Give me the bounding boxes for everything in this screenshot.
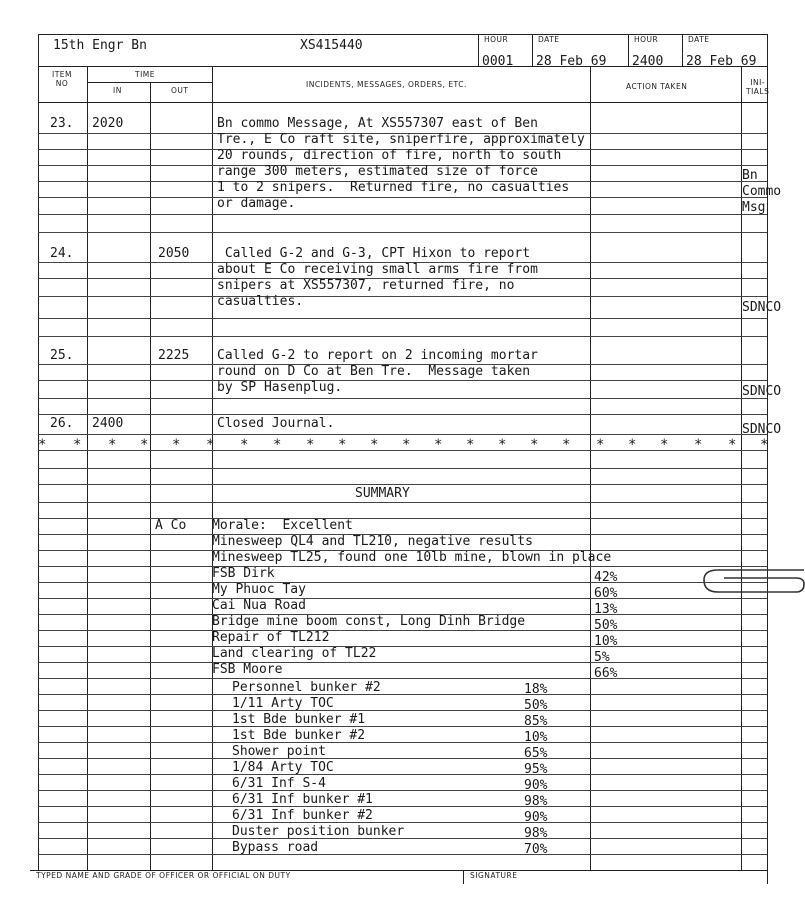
- ruled-line: [38, 774, 767, 775]
- summary-sub-item: Bypass road: [232, 840, 319, 855]
- ruled-line: [38, 790, 767, 791]
- hour2-box-left: [628, 34, 629, 66]
- summary-sub-item: Personnel bunker #2: [232, 680, 381, 695]
- separator-star: *: [338, 437, 347, 453]
- incidents-header: INCIDENTS, MESSAGES, ORDERS, ETC.: [306, 80, 467, 89]
- ruled-line: [38, 822, 767, 823]
- entry-text-line: Closed Journal.: [217, 416, 335, 431]
- summary-sub-percent: 10%: [524, 730, 548, 745]
- ruled-line: [38, 742, 767, 743]
- separator-star: *: [660, 437, 669, 453]
- ruled-line: [38, 710, 767, 711]
- separator-star: *: [402, 437, 411, 453]
- time-subheader-line: [87, 82, 212, 83]
- entry-time-out: 2225: [158, 348, 190, 363]
- ruled-line: [38, 484, 767, 485]
- entry-text-line: snipers at XS557307, returned fire, no: [217, 278, 515, 293]
- summary-sub-percent: 90%: [524, 778, 548, 793]
- entry-text-line: Called G-2 to report on 2 incoming mortar: [217, 348, 538, 363]
- entry-time-out: 2050: [158, 246, 190, 261]
- summary-sub-item: 1/11 Arty TOC: [232, 696, 334, 711]
- ruled-line: [38, 502, 767, 503]
- separator-star: *: [628, 437, 637, 453]
- separator-star: *: [172, 437, 181, 453]
- entry-text-line: range 300 meters, estimated size of force: [217, 164, 538, 179]
- summary-line: Morale: Excellent: [212, 518, 353, 533]
- from-hour: 0001: [482, 54, 514, 69]
- ruled-line: [38, 854, 767, 855]
- separator-star: *: [38, 437, 47, 453]
- signature-label: SIGNATURE: [470, 871, 518, 880]
- summary-line: Repair of TL212: [212, 630, 330, 645]
- entry-initials: Msg: [742, 200, 766, 215]
- ruled-line: [38, 296, 767, 297]
- entry-text-line: Bn commo Message, At XS557307 east of Ben: [217, 116, 538, 131]
- ruled-line: [38, 726, 767, 727]
- entry-item-no: 24.: [50, 246, 74, 261]
- ruled-line: [38, 758, 767, 759]
- to-date-label: DATE: [688, 35, 710, 44]
- summary-line: Minesweep QL4 and TL210, negative results: [212, 534, 533, 549]
- out-header: OUT: [171, 86, 189, 95]
- separator-star: *: [760, 437, 769, 453]
- summary-sub-percent: 90%: [524, 810, 548, 825]
- ruled-line: [38, 197, 767, 198]
- separator-star: *: [206, 437, 215, 453]
- entry-text-line: Called G-2 and G-3, CPT Hixon to report: [217, 246, 531, 261]
- ruled-line: [38, 398, 767, 399]
- summary-sub-percent: 98%: [524, 826, 548, 841]
- ruled-line: [38, 694, 767, 695]
- in-header: IN: [113, 86, 122, 95]
- summary-percent: 50%: [594, 618, 618, 633]
- summary-line: FSB Moore: [212, 662, 283, 677]
- entry-text-line: 20 rounds, direction of fire, north to south: [217, 148, 562, 163]
- date2-box-left: [682, 34, 683, 66]
- summary-percent: 42%: [594, 570, 618, 585]
- column-header-divider: [38, 102, 767, 103]
- ruled-line: [38, 582, 767, 583]
- summary-sub-item: Shower point: [232, 744, 326, 759]
- ruled-line: [38, 566, 767, 567]
- paperclip-icon: [700, 560, 805, 600]
- separator-star: *: [434, 437, 443, 453]
- summary-percent: 5%: [594, 650, 610, 665]
- summary-percent: 13%: [594, 602, 618, 617]
- entry-text-line: casualties.: [217, 294, 304, 309]
- entry-text-line: 1 to 2 snipers. Returned fire, no casualties: [217, 180, 570, 195]
- officer-label: TYPED NAME AND GRADE OF OFFICER OR OFFICIAL ON DUTY: [36, 871, 291, 880]
- in-out-col-line: [150, 82, 151, 870]
- from-date: 28 Feb 69: [536, 54, 607, 69]
- ruled-line: [38, 468, 767, 469]
- separator-star: *: [306, 437, 315, 453]
- time-header: TIME: [135, 70, 156, 79]
- ruled-line: [38, 678, 767, 679]
- entry-text-line: by SP Hasenplug.: [217, 380, 343, 395]
- summary-sub-item: 1st Bde bunker #1: [232, 712, 366, 727]
- initials-header: INI- TIALS: [746, 78, 770, 96]
- summary-sub-item: 6/31 Inf bunker #2: [232, 808, 373, 823]
- separator-star: *: [596, 437, 605, 453]
- separator-star: *: [466, 437, 475, 453]
- summary-line: FSB Dirk: [212, 566, 275, 581]
- summary-sub-percent: 50%: [524, 698, 548, 713]
- entry-text-line: or damage.: [217, 196, 296, 211]
- separator-star: *: [273, 437, 282, 453]
- entry-item-no: 26.: [50, 416, 74, 431]
- action-header: ACTION TAKEN: [626, 82, 688, 91]
- summary-percent: 10%: [594, 634, 618, 649]
- separator-star: *: [728, 437, 737, 453]
- from-date-label: DATE: [538, 35, 560, 44]
- ruled-line: [38, 646, 767, 647]
- to-hour-label: HOUR: [634, 35, 659, 44]
- entry-initials: SDNCO: [742, 422, 782, 437]
- summary-sub-percent: 85%: [524, 714, 548, 729]
- summary-sub-item: 6/31 Inf S-4: [232, 776, 326, 791]
- right-border: [767, 34, 768, 884]
- summary-line: My Phuoc Tay: [212, 582, 306, 597]
- entry-initials: SDNCO: [742, 384, 782, 399]
- item-no-header: ITEM NO: [52, 70, 73, 88]
- entry-initials: SDNCO: [742, 300, 782, 315]
- summary-line: Minesweep TL25, found one 10lb mine, blown in place: [212, 550, 612, 565]
- ruled-line: [38, 232, 767, 233]
- ruled-line: [38, 214, 767, 215]
- summary-percent: 60%: [594, 586, 618, 601]
- entry-text-line: Tre., E Co raft site, sniperfire, approximately: [217, 132, 585, 147]
- entry-time-in: 2020: [92, 116, 124, 131]
- summary-sub-percent: 70%: [524, 842, 548, 857]
- header-box-top: [478, 34, 767, 35]
- separator-star: *: [370, 437, 379, 453]
- summary-sub-percent: 98%: [524, 794, 548, 809]
- separator-star: *: [694, 437, 703, 453]
- summary-sub-item: 1st Bde bunker #2: [232, 728, 366, 743]
- ruled-line: [38, 630, 767, 631]
- ruled-line: [38, 318, 767, 319]
- entry-item-no: 23.: [50, 116, 74, 131]
- unit-name: 15th Engr Bn: [53, 38, 147, 53]
- separator-star: *: [530, 437, 539, 453]
- date-box-left: [532, 34, 533, 66]
- hour-box-left: [478, 34, 479, 66]
- separator-star: *: [240, 437, 249, 453]
- summary-percent: 66%: [594, 666, 618, 681]
- top-border: [38, 34, 478, 35]
- summary-sub-percent: 65%: [524, 746, 548, 761]
- summary-line: Land clearing of TL22: [212, 646, 377, 661]
- entry-item-no: 25.: [50, 348, 74, 363]
- location-grid: XS415440: [300, 38, 363, 53]
- separator-star: *: [108, 437, 117, 453]
- entry-text-line: about E Co receiving small arms fire from: [217, 262, 538, 277]
- summary-title: SUMMARY: [355, 486, 410, 501]
- summary-sub-item: Duster position bunker: [232, 824, 405, 839]
- entry-text-line: round on D Co at Ben Tre. Message taken: [217, 364, 531, 379]
- ruled-line: [38, 414, 767, 415]
- summary-sub-percent: 18%: [524, 682, 548, 697]
- summary-sub-item: 1/84 Arty TOC: [232, 760, 334, 775]
- footer-divider: [463, 870, 464, 884]
- separator-star: *: [562, 437, 571, 453]
- entry-initials: Bn: [742, 168, 758, 183]
- summary-line: Cai Nua Road: [212, 598, 306, 613]
- ruled-line: [38, 380, 767, 381]
- to-hour: 2400: [632, 54, 664, 69]
- from-hour-label: HOUR: [484, 35, 509, 44]
- entry-initials: Commo: [742, 184, 782, 199]
- summary-line: Bridge mine boom const, Long Dinh Bridge: [212, 614, 526, 629]
- summary-unit: A Co: [155, 518, 187, 533]
- separator-star: *: [73, 437, 82, 453]
- to-date: 28 Feb 69: [686, 54, 757, 69]
- ruled-line: [38, 598, 767, 599]
- summary-sub-item: 6/31 Inf bunker #1: [232, 792, 373, 807]
- separator-star: *: [498, 437, 507, 453]
- ruled-line: [38, 434, 767, 435]
- ruled-line: [38, 518, 767, 519]
- ruled-line: [38, 806, 767, 807]
- ruled-line: [38, 662, 767, 663]
- summary-sub-percent: 95%: [524, 762, 548, 777]
- ruled-line: [38, 336, 767, 337]
- separator-star: *: [140, 437, 149, 453]
- entry-time-in: 2400: [92, 416, 124, 431]
